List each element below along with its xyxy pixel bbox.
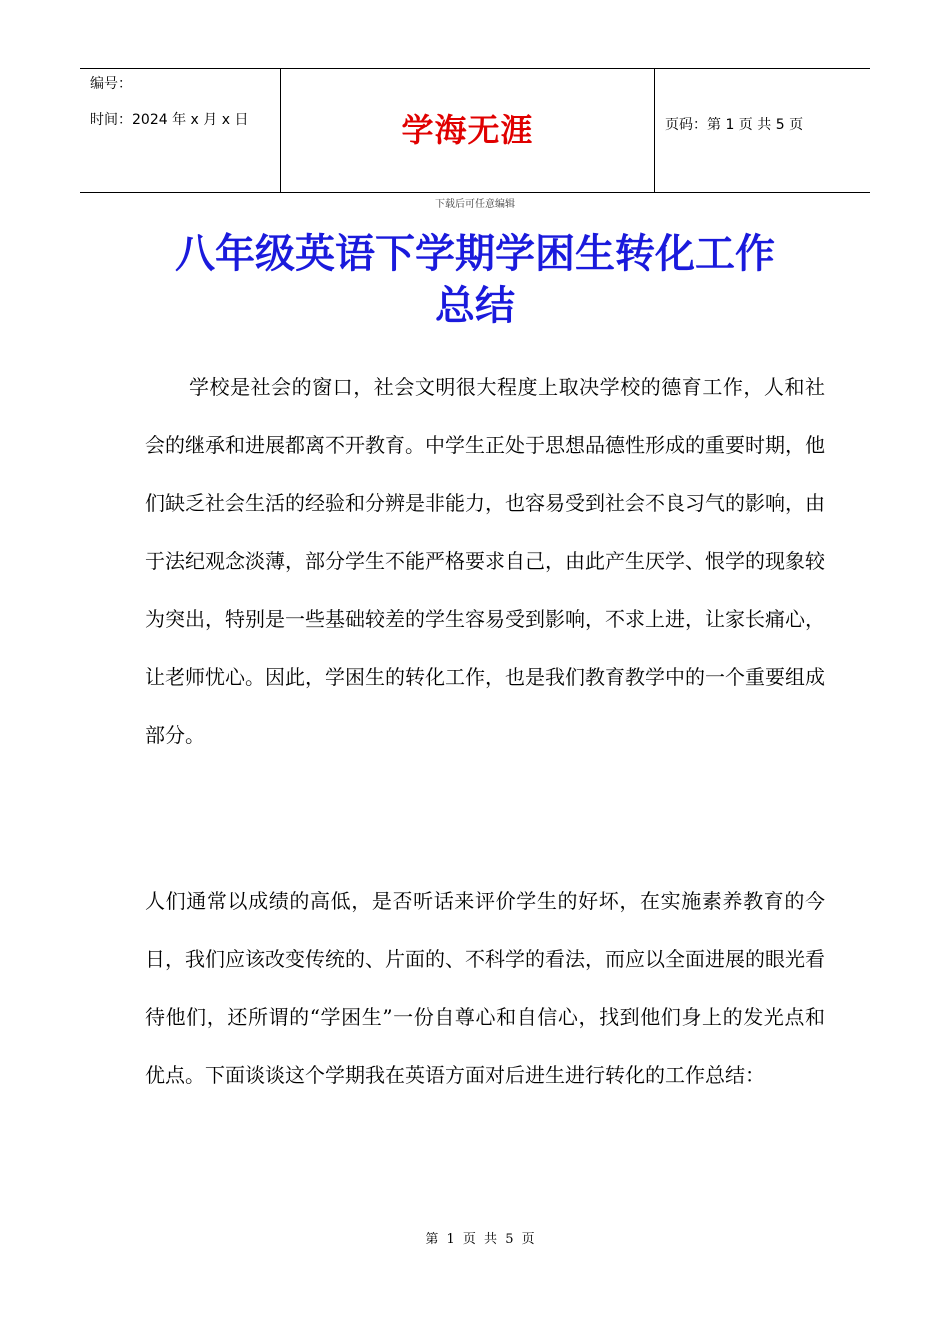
paragraph-1: 学校是社会的窗口，社会文明很大程度上取决学校的德育工作，人和社会的继承和进展都离不开教育。中学生正处于思想品德性形成的重要时期，他们缺乏社会生活的经验和分辨是非能力，也容易受到社会不良习气的影响，由于法纪观念淡薄，部分学生不能严格要求自己，由此产生厌学、恨学的现象较为突出，特别是一些基础较差的学生容易受到影响，不求上进，让家长痛心，让老师忧心。因此，学困生的转化工作，也是我们教育教学中的一个重要组成部分。 xyxy=(145,375,825,747)
brand-title: 学海无涯 xyxy=(401,111,534,149)
number-label: 编号： xyxy=(90,76,132,92)
page-footer: 第 1 页 共 5 页 xyxy=(425,1232,535,1247)
download-note: 下载后可任意编辑 xyxy=(435,199,515,210)
document-header xyxy=(80,68,870,193)
time-label: 时间：2024 年 x 月 x 日 xyxy=(90,112,249,128)
title-line-1: 八年级英语下学期学困生转化工作 xyxy=(175,230,775,277)
header-meta-cell xyxy=(80,69,281,192)
header-page-cell xyxy=(655,69,870,192)
document-title xyxy=(100,228,850,332)
paragraph-2: 人们通常以成绩的高低，是否听话来评价学生的好坏，在实施素养教育的今日，我们应该改变传统的、片面的、不科学的看法，而应以全面进展的眼光看待他们，还所谓的“学困生”一份自尊心和自信心，找到他们身上的发光点和优点。下面谈谈这个学期我在英语方面对后进生进行转化的工作总结： xyxy=(145,889,825,1087)
title-line-2: 总结 xyxy=(435,282,515,329)
header-brand-cell xyxy=(281,69,655,192)
page-info: 页码：第 1 页 共 5 页 xyxy=(665,117,804,133)
